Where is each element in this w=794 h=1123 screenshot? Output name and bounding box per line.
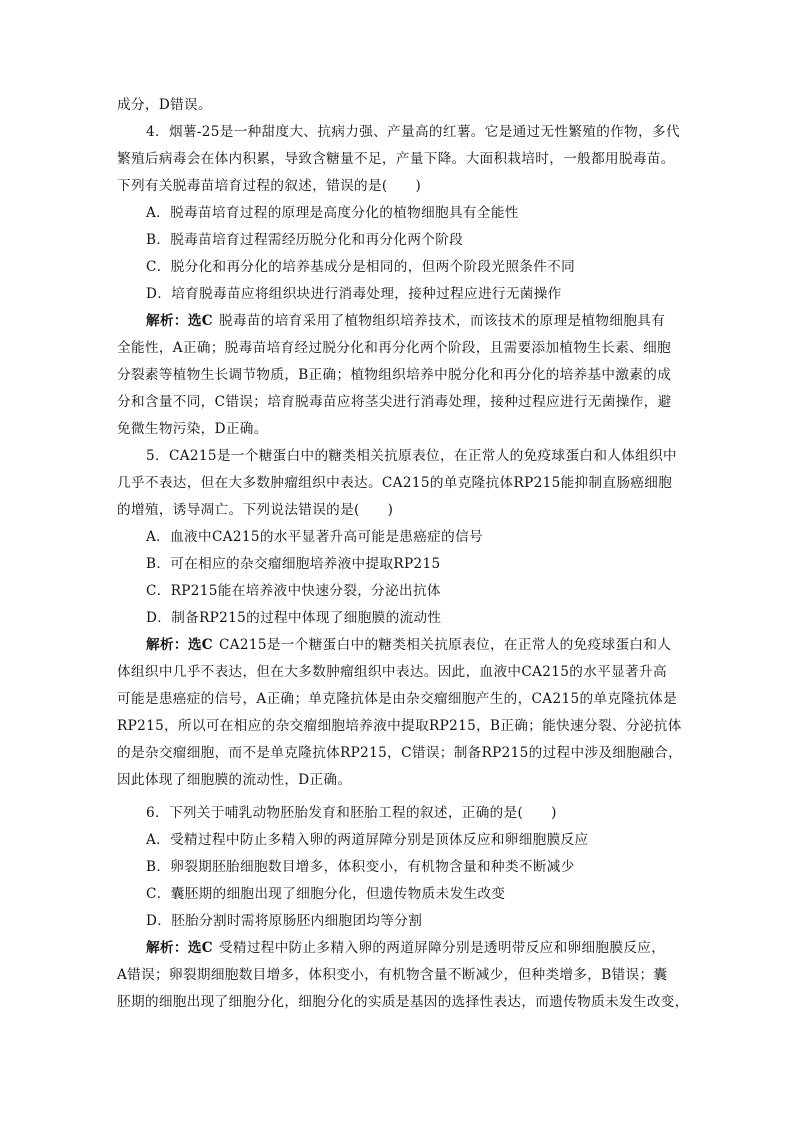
q6-option-a: A．受精过程中防止多精入卵的两道屏障分别是顶体反应和卵细胞膜反应 xyxy=(146,832,589,848)
q4-option-c: C．脱分化和再分化的培养基成分是相同的，但两个阶段光照条件不同 xyxy=(146,259,576,275)
q5-stem-line-3: 的增殖，诱导凋亡。下列说法错误的是( ) xyxy=(117,502,394,518)
q5-analysis-line-6: 因此体现了细胞膜的流动性，D正确。 xyxy=(117,772,352,788)
q4-analysis-line-4: 分和含量不同，C错误；培育脱毒苗应将茎尖进行消毒处理，接种过程应进行无菌操作，避 xyxy=(117,394,672,410)
q4-analysis-line-2: 全能性，A正确；脱毒苗培育经过脱分化和再分化两个阶段，且需要添加植物生长素、细胞 xyxy=(117,340,671,356)
q5-option-c: C．RP215能在培养液中快速分裂，分泌出抗体 xyxy=(146,583,441,599)
q6-option-b: B．卵裂期胚胎细胞数目增多，体积变小，有机物含量和种类不断减少 xyxy=(146,859,575,875)
q6-analysis-text-1: 受精过程中防止多精入卵的两道屏障分别是透明带反应和卵细胞膜反应， xyxy=(218,940,666,956)
q4-option-b: B．脱毒苗培育过程需经历脱分化和再分化两个阶段 xyxy=(146,232,464,248)
q5-analysis-line-2: 体组织中几乎不表达，但在大多数肿瘤组织中表达。因此，血液中CA215的水平显著升高 xyxy=(117,664,667,680)
q5-option-d: D．制备RP215的过程中体现了细胞膜的流动性 xyxy=(146,610,442,626)
q6-analysis-line-3: 胚期的细胞出现了细胞分化，细胞分化的实质是基因的选择性表达，而遗传物质未发生改变， xyxy=(117,994,689,1010)
q6-analysis-line-2: A错误；卵裂期细胞数目增多，体积变小，有机物含量不断减少，但种类增多，B错误；囊 xyxy=(117,967,668,983)
q6-option-d: D．胚胎分割时需将原肠胚内细胞团均等分割 xyxy=(146,913,423,929)
q4-stem-line-3: 下列有关脱毒苗培育过程的叙述，错误的是( ) xyxy=(117,178,422,194)
q5-stem-line-1: 5．CA215是一个糖蛋白中的糖类相关抗原表位，在正常人的免疫球蛋白和人体组织中 xyxy=(146,448,677,464)
q5-option-b: B．可在相应的杂交瘤细胞培养液中提取RP215 xyxy=(146,556,441,572)
q5-stem-line-2: 几乎不表达，但在大多数肿瘤组织中表达。CA215的单克隆抗体RP215能抑制直肠癌细胞 xyxy=(117,475,673,491)
q4-analysis-line-1 xyxy=(146,311,665,331)
q5-analysis-line-5: 的是杂交瘤细胞，而不是单克隆抗体RP215，C错误；制备RP215的过程中涉及细胞融合， xyxy=(117,745,683,761)
q6-analysis-label: 解析：选C xyxy=(146,940,213,956)
q4-option-a: A．脱毒苗培育过程的原理是高度分化的植物细胞具有全能性 xyxy=(146,205,519,221)
q4-stem-line-2: 繁殖后病毒会在体内积累，导致含糖量不足，产量下降。大面积栽培时，一般都用脱毒苗。 xyxy=(117,151,675,167)
q5-analysis-line-3: 可能是患癌症的信号，A正确；单克隆抗体是由杂交瘤细胞产生的，CA215的单克隆抗体是 xyxy=(117,691,678,707)
q4-option-d: D．培育脱毒苗应将组织块进行消毒处理，接种过程应进行无菌操作 xyxy=(146,286,562,302)
q4-analysis-label: 解析：选C xyxy=(146,313,213,329)
q5-analysis-line-4: RP215，所以可在相应的杂交瘤细胞培养液中提取RP215，B正确；能快速分裂、分泌抗体 xyxy=(117,718,682,734)
q4-stem-line-1: 4．烟薯-25是一种甜度大、抗病力强、产量高的红薯。它是通过无性繁殖的作物，多代 xyxy=(146,124,680,140)
q6-option-c: C．囊胚期的细胞出现了细胞分化，但遗传物质未发生改变 xyxy=(146,886,506,902)
q4-analysis-line-3: 分裂素等植物生长调节物质，B正确；植物组织培养中脱分化和再分化的培养基中激素的成 xyxy=(117,367,672,383)
q6-stem-line-1: 6．下列关于哺乳动物胚胎发育和胚胎工程的叙述，正确的是( ) xyxy=(146,805,557,821)
intro-tail-line: 成分，D错误。 xyxy=(117,97,212,113)
q6-analysis-line-1 xyxy=(146,938,665,958)
q5-analysis-line-1 xyxy=(146,635,671,655)
q5-option-a: A．血液中CA215的水平显著升高可能是患癌症的信号 xyxy=(146,529,483,545)
q4-analysis-line-5: 免微生物污染，D正确。 xyxy=(117,421,268,437)
q5-analysis-text-1: CA215是一个糖蛋白中的糖类相关抗原表位，在正常人的免疫球蛋白和人 xyxy=(218,637,672,653)
q5-analysis-label: 解析：选C xyxy=(146,637,213,653)
q4-analysis-text-1: 脱毒苗的培育采用了植物组织培养技术，而该技术的原理是植物细胞具有 xyxy=(218,313,666,329)
